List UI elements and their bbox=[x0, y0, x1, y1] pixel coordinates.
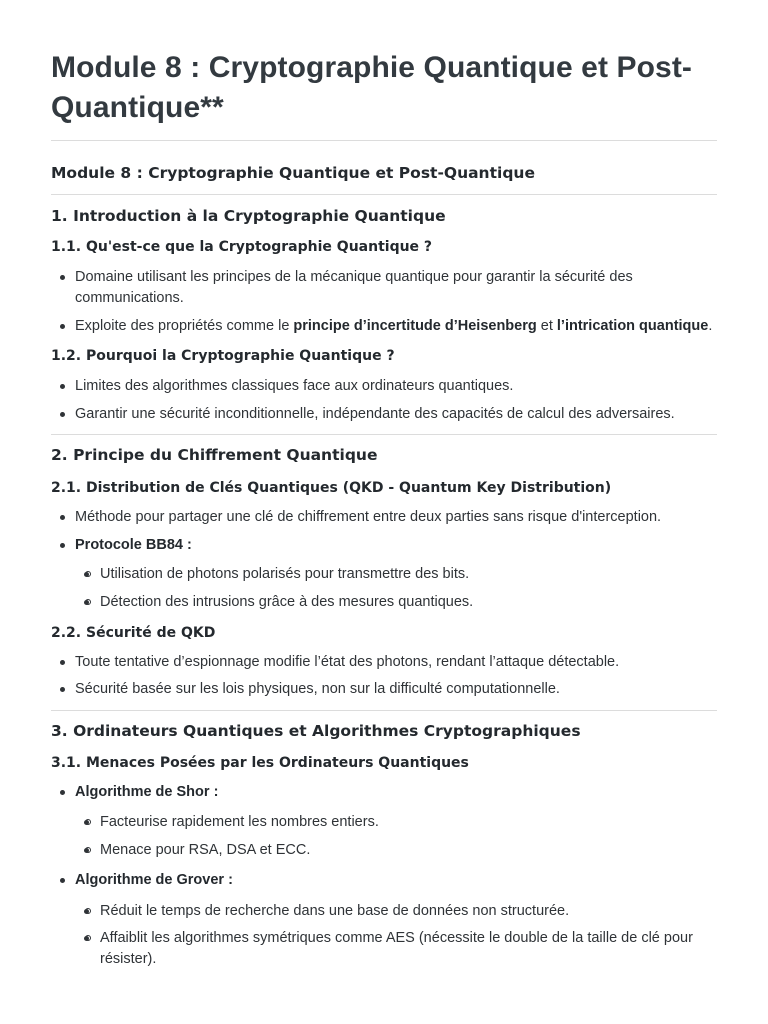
list-item-text: Exploite des propriétés comme le bbox=[75, 318, 294, 334]
section-2-heading-wrap bbox=[51, 444, 717, 466]
grover-sublist-2 bbox=[75, 928, 717, 970]
shor-sublist-2-wrap bbox=[51, 840, 717, 861]
list-item bbox=[51, 267, 717, 309]
list-item-text: Garantir une sécurité inconditionnelle, indépendante des capacités de calcul des adversaires. bbox=[75, 406, 675, 422]
title-divider bbox=[51, 140, 717, 141]
sub-list-item bbox=[75, 564, 717, 585]
section-2-2-list bbox=[51, 652, 717, 673]
grover-sublist bbox=[75, 901, 717, 922]
list-item-text: Menace pour RSA, DSA et ECC. bbox=[100, 842, 311, 858]
section-1-2-heading-wrap bbox=[51, 346, 717, 366]
list-item-text: Affaiblit les algorithmes symétriques comme AES (nécessite le double de la taille de clé pour résister). bbox=[100, 930, 693, 967]
list-item bbox=[51, 316, 717, 337]
emphasis-intrication: l’intrication quantique bbox=[556, 318, 709, 334]
page-title: Module 8 : Cryptographie Quantique et Post-Quantique** bbox=[51, 51, 692, 124]
section-1-heading-wrap bbox=[51, 205, 717, 227]
nested-list-holder bbox=[75, 564, 717, 585]
list-item-text: Méthode pour partager une clé de chiffrement entre deux parties sans risque d'interception. bbox=[75, 509, 662, 525]
section-1-2-list bbox=[51, 376, 717, 397]
section-2-1-sublist-container bbox=[51, 564, 717, 585]
list-item-text: Limites des algorithmes classiques face aux ordinateurs quantiques. bbox=[75, 378, 514, 394]
grover-list-wrap bbox=[51, 870, 717, 891]
shor-sublist bbox=[75, 812, 717, 833]
list-item-text: Domaine utilisant les principes de la mécanique quantique pour garantir la sécurité des communications. bbox=[75, 269, 633, 306]
section-2-1-sublist-2-wrap bbox=[51, 592, 717, 613]
section-2-1-list-2 bbox=[51, 535, 717, 556]
section-3-1-list-wrap bbox=[51, 782, 717, 803]
section-2-1-sublist-wrap bbox=[51, 564, 717, 585]
shor-sublist-2 bbox=[75, 840, 717, 861]
section-2-1-list-2-wrap bbox=[51, 535, 717, 556]
section-3-1-list bbox=[51, 782, 717, 803]
section-1-1-heading: 1.1. Qu'est-ce que la Cryptographie Quantique ? bbox=[51, 239, 433, 255]
grover-sublist-2-wrap bbox=[51, 928, 717, 970]
section-2-2-heading-wrap bbox=[51, 623, 717, 643]
nested-list-holder bbox=[75, 928, 717, 970]
sub-list-item bbox=[75, 901, 717, 922]
list-item bbox=[51, 870, 717, 891]
section-1-heading: 1. Introduction à la Cryptographie Quantique bbox=[51, 207, 446, 225]
section-1-2-heading: 1.2. Pourquoi la Cryptographie Quantique ? bbox=[51, 348, 395, 364]
shor-sublist-container bbox=[51, 812, 717, 833]
nested-list-holder bbox=[75, 840, 717, 861]
protocol-bb84-sublist bbox=[75, 564, 717, 585]
section-divider bbox=[51, 710, 717, 711]
section-2-divider-wrap bbox=[51, 710, 717, 711]
section-3-1-heading: 3.1. Menaces Posées par les Ordinateurs Quantiques bbox=[51, 755, 469, 771]
list-item-text: et bbox=[536, 318, 557, 334]
sub-list-item bbox=[75, 592, 717, 613]
list-item bbox=[51, 376, 717, 397]
sub-list-item bbox=[75, 840, 717, 861]
grover-sublist-wrap bbox=[51, 901, 717, 922]
subtitle-block bbox=[51, 162, 717, 184]
list-item-text: Toute tentative d’espionnage modifie l’état des photons, rendant l’attaque détectable. bbox=[75, 654, 620, 670]
section-3-1-heading-wrap bbox=[51, 753, 717, 773]
section-2-1-list-wrap bbox=[51, 507, 717, 528]
nested-list-holder bbox=[75, 592, 717, 613]
list-item bbox=[51, 404, 717, 425]
section-1-2-list-wrap bbox=[51, 376, 717, 397]
emphasis-heisenberg: principe d’incertitude d’Heisenberg bbox=[293, 318, 537, 334]
section-1-2-list-2-wrap bbox=[51, 404, 717, 425]
sub-list-item bbox=[75, 928, 717, 970]
section-1-1-list-2 bbox=[51, 316, 717, 337]
list-item bbox=[51, 679, 717, 700]
shor-sublist-wrap bbox=[51, 812, 717, 833]
section-2-2-list-2-wrap bbox=[51, 679, 717, 700]
grover-label: Algorithme de Grover : bbox=[75, 872, 233, 888]
subtitle-divider bbox=[51, 194, 717, 195]
list-item bbox=[51, 782, 717, 803]
list-item bbox=[51, 535, 717, 556]
section-2-2-list-wrap bbox=[51, 652, 717, 673]
shor-label: Algorithme de Shor : bbox=[75, 784, 219, 800]
section-2-heading: 2. Principe du Chiffrement Quantique bbox=[51, 446, 378, 464]
section-2-1-list bbox=[51, 507, 717, 528]
document-subtitle: Module 8 : Cryptographie Quantique et Post-Quantique bbox=[51, 164, 535, 182]
list-item bbox=[51, 507, 717, 528]
list-item-text: Réduit le temps de recherche dans une base de données non structurée. bbox=[100, 903, 570, 919]
grover-sublist-2-container bbox=[51, 928, 717, 970]
list-item-text: Détection des intrusions grâce à des mesures quantiques. bbox=[100, 594, 474, 610]
section-1-1-list bbox=[51, 267, 717, 309]
section-divider bbox=[51, 434, 717, 435]
list-item-text: Sécurité basée sur les lois physiques, non sur la difficulté computationnelle. bbox=[75, 681, 560, 697]
section-1-1-list-wrap bbox=[51, 267, 717, 309]
section-3-heading: 3. Ordinateurs Quantiques et Algorithmes Cryptographiques bbox=[51, 722, 581, 740]
section-1-divider-wrap bbox=[51, 434, 717, 435]
shor-sublist-2-container bbox=[51, 840, 717, 861]
section-1-1-heading-wrap bbox=[51, 237, 717, 257]
grover-sublist-container bbox=[51, 901, 717, 922]
section-2-1-heading-wrap bbox=[51, 478, 717, 498]
document-page bbox=[51, 0, 717, 967]
section-2-2-heading: 2.2. Sécurité de QKD bbox=[51, 625, 216, 641]
list-item-text: . bbox=[708, 318, 713, 334]
list-item-text: Utilisation de photons polarisés pour transmettre des bits. bbox=[100, 566, 470, 582]
section-3-heading-wrap bbox=[51, 720, 717, 742]
sub-list-item bbox=[75, 812, 717, 833]
list-item-text: Facteurise rapidement les nombres entiers. bbox=[100, 814, 379, 830]
section-2-2-list-2 bbox=[51, 679, 717, 700]
protocol-bb84-label: Protocole BB84 : bbox=[75, 537, 192, 553]
subtitle-divider-wrap bbox=[51, 194, 717, 195]
section-2-1-heading: 2.1. Distribution de Clés Quantiques (QKD - Quantum Key Distribution) bbox=[51, 480, 612, 496]
section-1-2-list-2 bbox=[51, 404, 717, 425]
nested-list-holder bbox=[75, 812, 717, 833]
grover-list bbox=[51, 870, 717, 891]
protocol-bb84-sublist-2 bbox=[75, 592, 717, 613]
nested-list-holder bbox=[75, 901, 717, 922]
section-2-1-sublist-2-container bbox=[51, 592, 717, 613]
list-item bbox=[51, 652, 717, 673]
section-1-1-list-2-wrap bbox=[51, 316, 717, 337]
